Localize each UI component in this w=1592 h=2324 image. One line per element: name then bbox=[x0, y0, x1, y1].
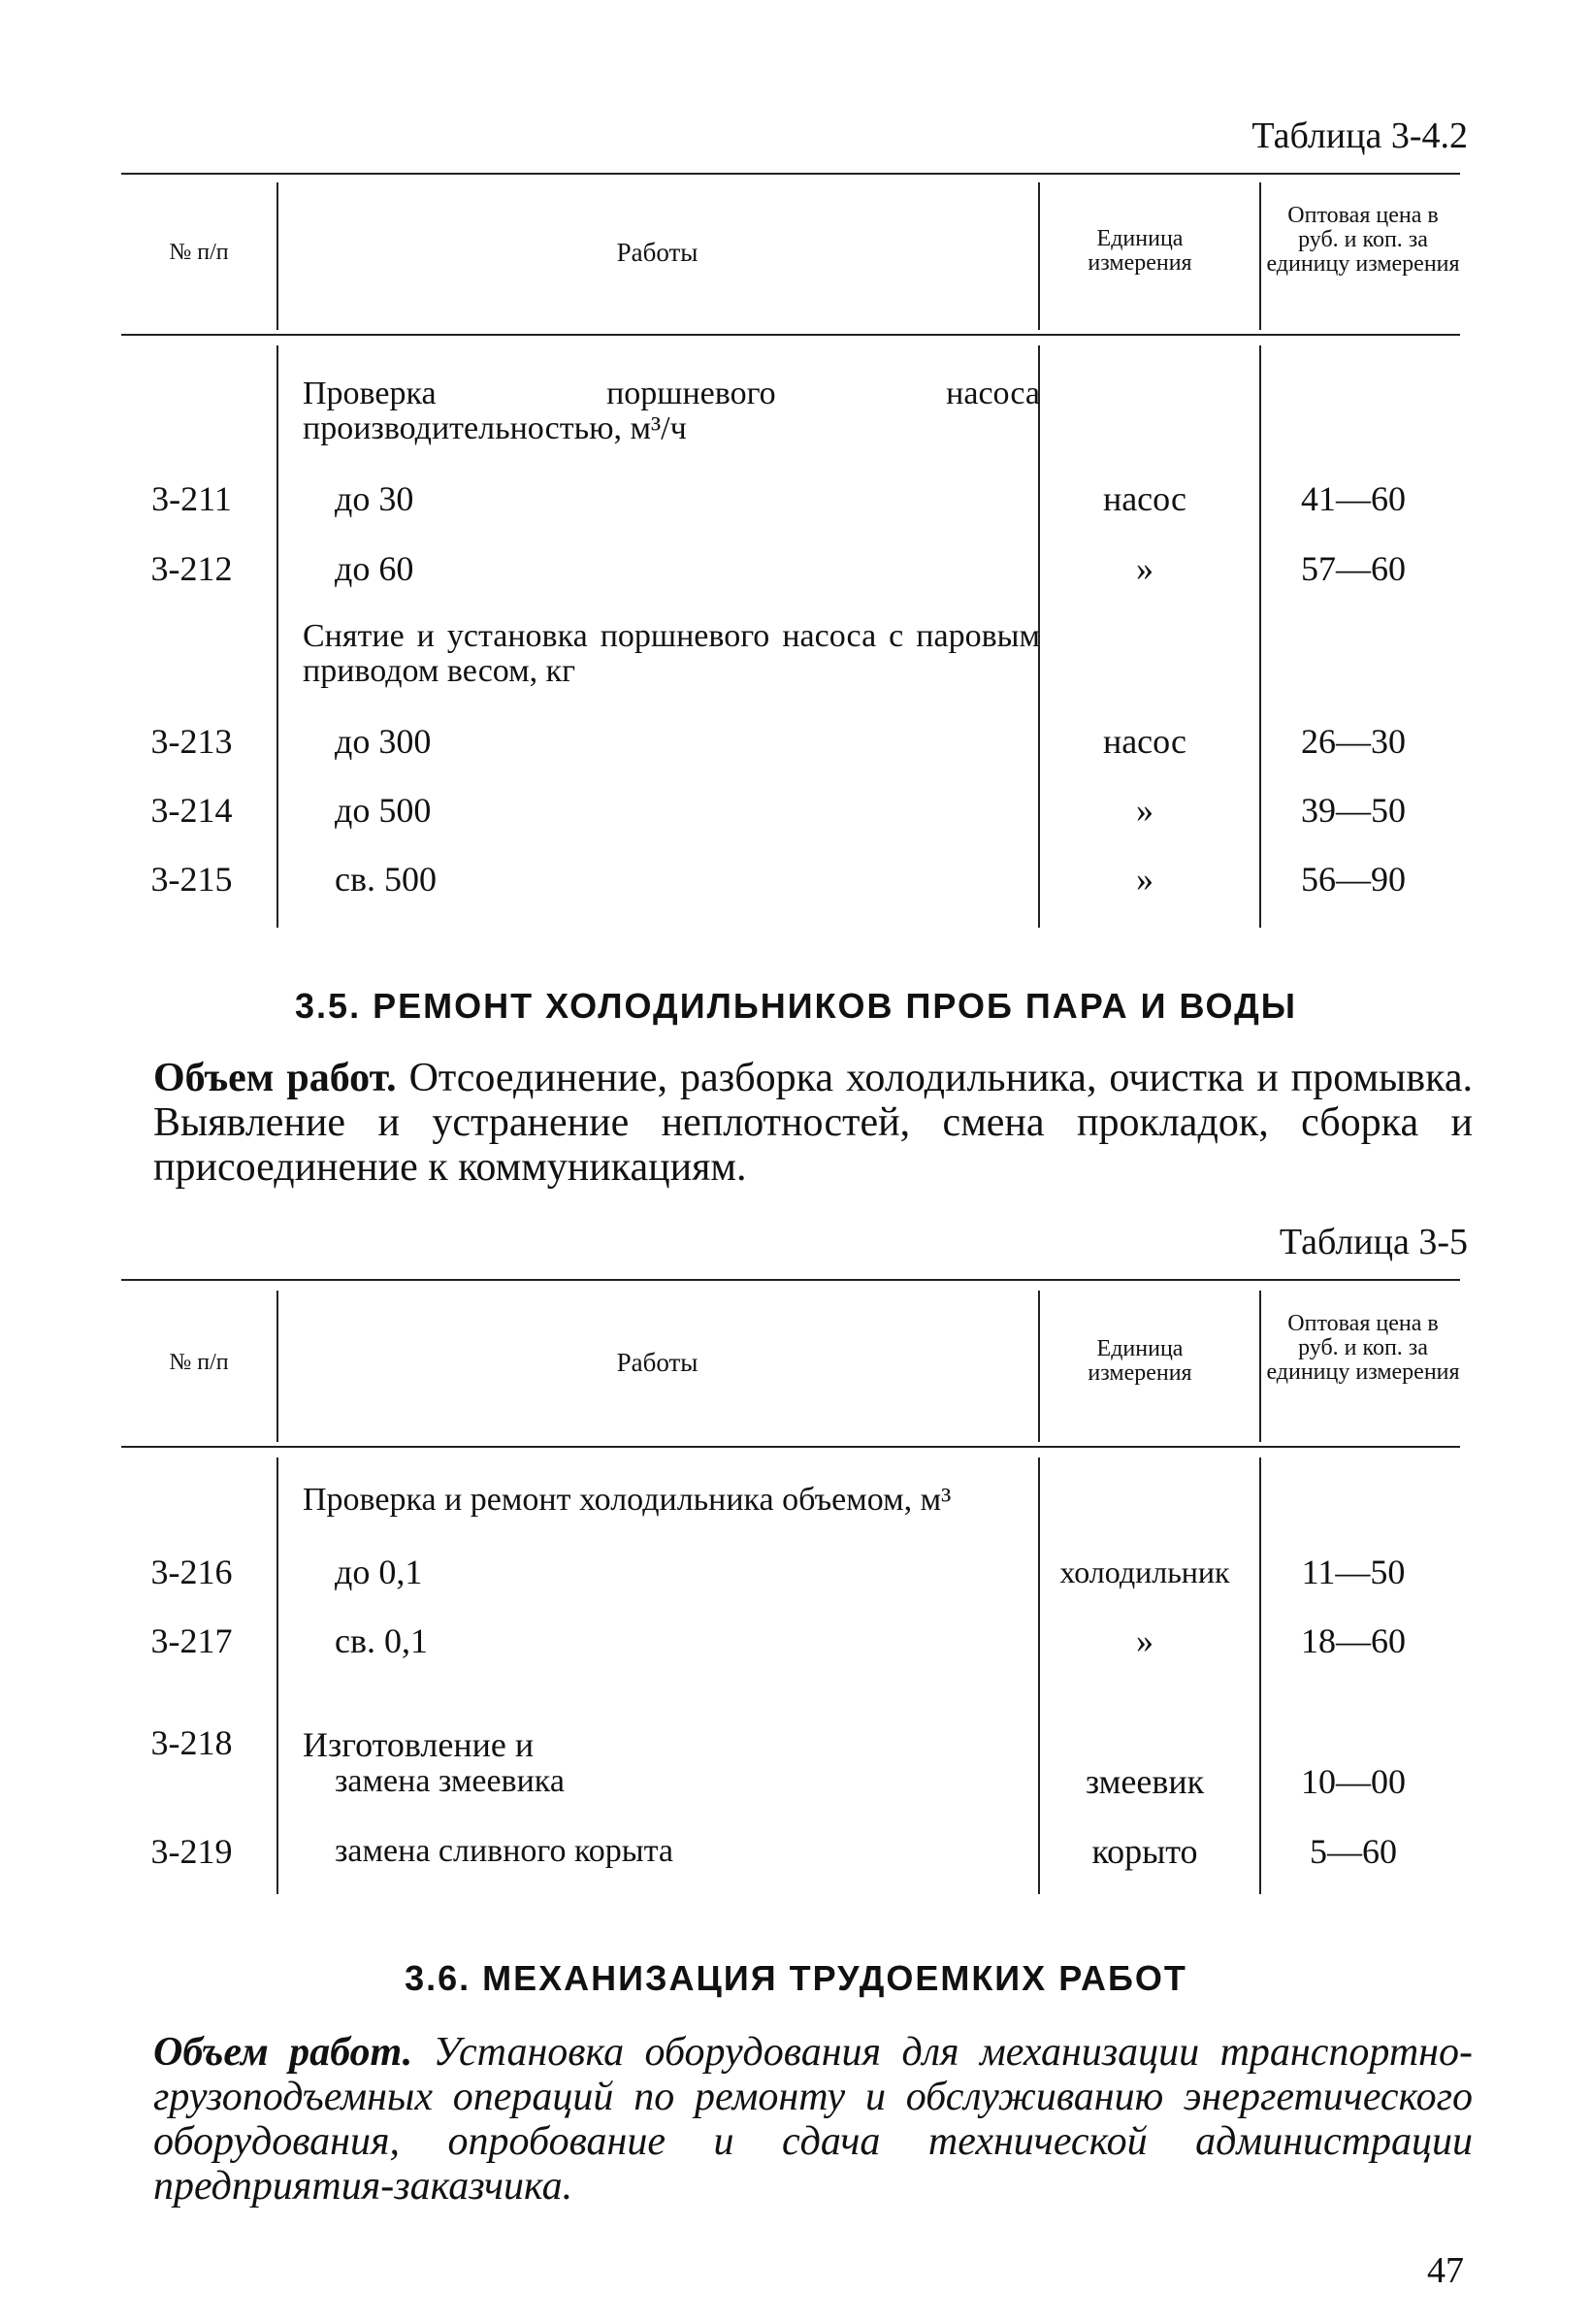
row-price: 18—60 bbox=[1301, 1621, 1406, 1660]
section-title: 3.6. МЕХАНИЗАЦИЯ ТРУДОЕМКИХ РАБОТ bbox=[405, 1958, 1187, 1998]
row-unit: » bbox=[1136, 860, 1153, 899]
column-divider bbox=[1259, 1291, 1261, 1442]
section-paragraph bbox=[153, 1056, 1473, 1190]
row-unit: змеевик bbox=[1085, 1762, 1205, 1801]
row-unit: » bbox=[1136, 549, 1153, 588]
row-number: 3-213 bbox=[150, 722, 233, 761]
column-divider bbox=[1259, 1457, 1261, 1894]
row-number: 3-218 bbox=[150, 1723, 233, 1762]
table-header-rule bbox=[121, 334, 1460, 336]
row-price: 26—30 bbox=[1301, 722, 1406, 761]
row-work: св. 0,1 bbox=[335, 1621, 428, 1660]
header-work: Работы bbox=[616, 238, 699, 267]
table-top-rule bbox=[121, 1279, 1460, 1281]
table-header-rule bbox=[121, 1446, 1460, 1448]
row-work: до 300 bbox=[335, 722, 432, 761]
row-unit: корыто bbox=[1091, 1832, 1198, 1871]
column-divider bbox=[1038, 1457, 1040, 1894]
row-number: 3-217 bbox=[150, 1621, 233, 1660]
row-price: 57—60 bbox=[1301, 549, 1406, 588]
section-paragraph bbox=[153, 2030, 1473, 2209]
row-number: 3-214 bbox=[150, 791, 233, 830]
row-number: 3-212 bbox=[150, 549, 233, 588]
header-num: № п/п bbox=[169, 240, 229, 265]
paragraph-lead: Объем работ. bbox=[153, 2030, 413, 2075]
row-price: 10—00 bbox=[1301, 1762, 1406, 1801]
section-title: 3.5. РЕМОНТ ХОЛОДИЛЬНИКОВ ПРОБ ПАРА И ВОДЫ bbox=[295, 986, 1297, 1026]
column-divider bbox=[1259, 182, 1261, 330]
paragraph-lead: Объем работ. bbox=[153, 1056, 397, 1100]
row-work: до 500 bbox=[335, 791, 432, 830]
row-number: 3-216 bbox=[150, 1553, 233, 1591]
row-number: 3-211 bbox=[151, 479, 232, 518]
row-price: 41—60 bbox=[1301, 479, 1406, 518]
column-divider bbox=[1038, 1291, 1040, 1442]
column-divider bbox=[1259, 345, 1261, 928]
paragraph-text: Установка оборудования для механизации транспортно-грузоподъемных операций по ремонту и обслуживанию энергетического оборудования, опробование и сдача технической администрации предприятия-заказчика. bbox=[153, 2030, 1474, 2209]
row-work: до 0,1 bbox=[335, 1553, 423, 1591]
header-unit: Единица измерения bbox=[1088, 1336, 1192, 1386]
group-label: Проверка и ремонт холодильника объемом, м³ bbox=[303, 1482, 952, 1518]
page-number: 47 bbox=[1427, 2250, 1464, 2291]
group-label: Снятие и установка поршневого насоса с паровым приводом весом, кг bbox=[303, 618, 1040, 689]
row-work: св. 500 bbox=[335, 860, 437, 899]
header-num: № п/п bbox=[169, 1350, 229, 1375]
group-label: Проверка поршневого насоса производительностью, м³/ч bbox=[303, 376, 1040, 446]
table-caption: Таблица 3-5 bbox=[1279, 1222, 1468, 1262]
row-unit: » bbox=[1136, 791, 1153, 830]
column-divider bbox=[1038, 182, 1040, 330]
row-work: до 30 bbox=[335, 479, 414, 518]
row-unit: холодильник bbox=[1059, 1555, 1230, 1589]
row-price: 39—50 bbox=[1301, 791, 1406, 830]
header-price: Оптовая цена в руб. и коп. за единицу измерения bbox=[1266, 203, 1460, 277]
row-work: замена сливного корыта bbox=[335, 1833, 674, 1869]
row-price: 5—60 bbox=[1310, 1832, 1397, 1871]
header-unit: Единица измерения bbox=[1088, 226, 1192, 276]
row-number: 3-215 bbox=[150, 860, 233, 899]
table-caption: Таблица 3-4.2 bbox=[1251, 115, 1468, 156]
row-work: до 60 bbox=[335, 549, 414, 588]
row-price: 11—50 bbox=[1301, 1553, 1406, 1591]
row-unit: насос bbox=[1102, 722, 1187, 761]
column-divider bbox=[276, 345, 278, 928]
row-unit: » bbox=[1136, 1621, 1153, 1660]
header-price: Оптовая цена в руб. и коп. за единицу измерения bbox=[1266, 1311, 1460, 1385]
row-work: замена змеевика bbox=[335, 1763, 565, 1799]
row-unit: насос bbox=[1102, 479, 1187, 518]
header-work: Работы bbox=[616, 1348, 699, 1377]
paragraph-text: Отсоединение, разборка холодильника, очистка и промывка. Выявление и устранение неплотностей, смена прокладок, сборка и присоединение к коммуникациям. bbox=[153, 1056, 1474, 1190]
table-top-rule bbox=[121, 173, 1460, 175]
row-number: 3-219 bbox=[150, 1832, 233, 1871]
column-divider bbox=[276, 1457, 278, 1894]
group-label: Изготовление и bbox=[303, 1725, 535, 1764]
row-price: 56—90 bbox=[1301, 860, 1406, 899]
